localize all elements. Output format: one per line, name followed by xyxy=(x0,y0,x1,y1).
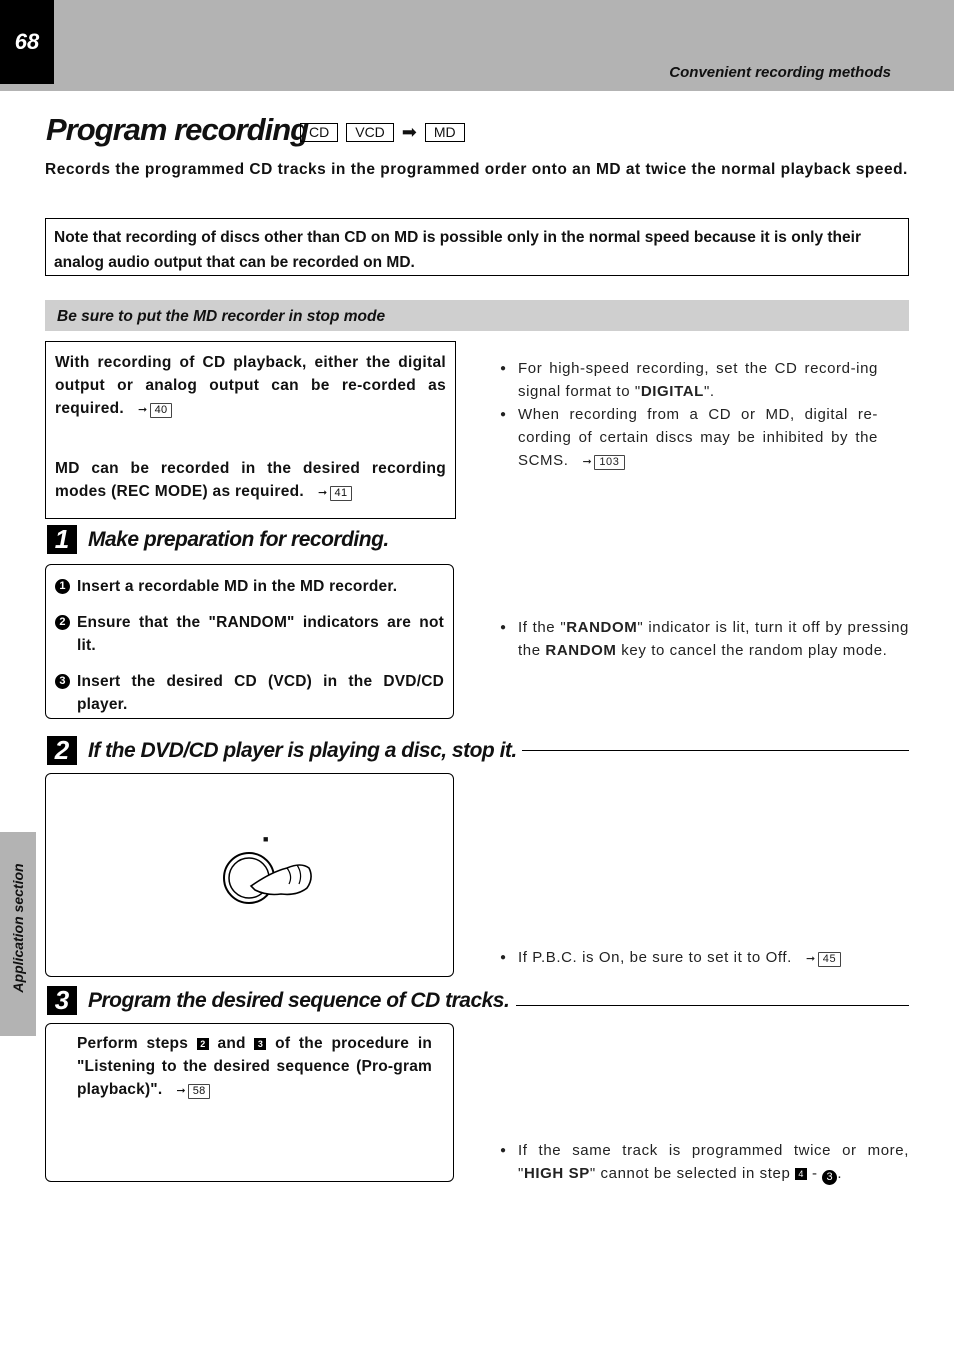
list-item: 2 Ensure that the "RANDOM" indicators are not lit. xyxy=(55,611,444,657)
ref-arrow-icon: ➞ xyxy=(582,456,593,468)
book-icon: 45 xyxy=(818,952,841,967)
ref-arrow-icon: ➞ xyxy=(318,487,328,499)
info-paragraph-1: With recording of CD playback, either the digital output or analog output can be re-corded as required. ➞ 40 xyxy=(55,351,446,422)
step-marker-icon: 2 xyxy=(197,1038,209,1050)
step-marker-icon: 3 xyxy=(55,674,70,689)
section-title: Convenient recording methods xyxy=(669,64,891,81)
bullet-item: ● If the same track is programmed twice or more, "HIGH SP" cannot be selected in step 4 - 3 . xyxy=(500,1139,909,1185)
tag-cd: CD xyxy=(300,123,338,142)
info-box xyxy=(45,341,456,519)
step-3-text: Perform steps 2 and 3 of the procedure in "Listening to the desired sequence (Pro-gram playback)". ➞ 58 xyxy=(77,1032,432,1103)
stop-symbol: ■ xyxy=(263,834,269,844)
step-2-note xyxy=(500,946,909,971)
book-icon: 58 xyxy=(188,1084,211,1099)
step-2-heading xyxy=(47,736,517,765)
bullet-item: ● When recording from a CD or MD, digital re-cording of certain discs may be inhibited by the SCMS. ➞ 103 xyxy=(500,403,878,474)
step-number: 1 xyxy=(47,525,77,554)
step-number: 2 xyxy=(47,736,77,765)
tag-md: MD xyxy=(425,123,465,142)
page-title: Program recording xyxy=(46,112,309,147)
bullet-item: ● If the "RANDOM" indicator is lit, turn it off by pressing the RANDOM key to cancel the random play mode. xyxy=(500,616,909,662)
step-3-note xyxy=(500,1139,909,1185)
ref-arrow-icon: ➞ xyxy=(138,404,148,416)
step-marker-icon: 3 xyxy=(822,1170,837,1185)
book-icon: 41 xyxy=(330,486,353,501)
list-item: 1 Insert a recordable MD in the MD recorder. xyxy=(55,575,444,598)
note-box: Note that recording of discs other than CD on MD is possible only in the normal speed because it is only their analog audio output that can be recorded on MD. xyxy=(45,218,909,276)
lead-text: Records the programmed CD tracks in the programmed order onto an MD at twice the normal playback speed. xyxy=(45,161,908,178)
arrow-right-icon: ➡ xyxy=(401,122,417,142)
step-marker-icon: 2 xyxy=(55,615,70,630)
side-tab-label: Application section xyxy=(10,863,26,993)
step-2-box xyxy=(45,773,454,977)
divider xyxy=(516,1005,909,1006)
info-paragraph-2: MD can be recorded in the desired recording modes (REC MODE) as required. ➞ 41 xyxy=(55,457,446,505)
step-number: 3 xyxy=(47,986,77,1015)
step-title: Make preparation for recording. xyxy=(88,527,389,551)
page-ref xyxy=(318,482,352,505)
step-marker-icon: 1 xyxy=(55,579,70,594)
bullet-item: ● For high-speed recording, set the CD record-ing signal format to "DIGITAL". xyxy=(500,357,878,403)
step-1-box xyxy=(45,564,454,719)
step-title: Program the desired sequence of CD tracks. xyxy=(88,988,510,1012)
step-3-box xyxy=(45,1023,454,1182)
book-icon: 40 xyxy=(150,403,173,418)
page-ref xyxy=(806,948,841,971)
step-title: If the DVD/CD player is playing a disc, stop it. xyxy=(88,738,517,762)
step-1-heading xyxy=(47,525,389,554)
ref-arrow-icon: ➞ xyxy=(176,1085,186,1097)
ref-arrow-icon: ➞ xyxy=(805,953,816,965)
bullet-item: ● If P.B.C. is On, be sure to set it to Off. ➞ 45 xyxy=(500,946,909,971)
info-bullets xyxy=(500,357,878,474)
press-key-icon xyxy=(221,848,316,908)
list-item: 3 Insert the desired CD (VCD) in the DVD/CD player. xyxy=(55,670,444,716)
page-number: 68 xyxy=(0,0,54,84)
step-1-note xyxy=(500,616,909,662)
page-ref xyxy=(176,1080,210,1103)
tag-vcd: VCD xyxy=(346,123,394,142)
page-ref xyxy=(583,451,625,474)
mode-bar: Be sure to put the MD recorder in stop mode xyxy=(45,300,909,331)
step-marker-icon: 4 xyxy=(795,1168,807,1180)
step-marker-icon: 3 xyxy=(254,1038,266,1050)
page-ref xyxy=(138,399,172,422)
divider xyxy=(522,750,909,751)
step-3-heading xyxy=(47,986,509,1015)
source-tags xyxy=(300,123,465,142)
book-icon: 103 xyxy=(594,455,624,470)
